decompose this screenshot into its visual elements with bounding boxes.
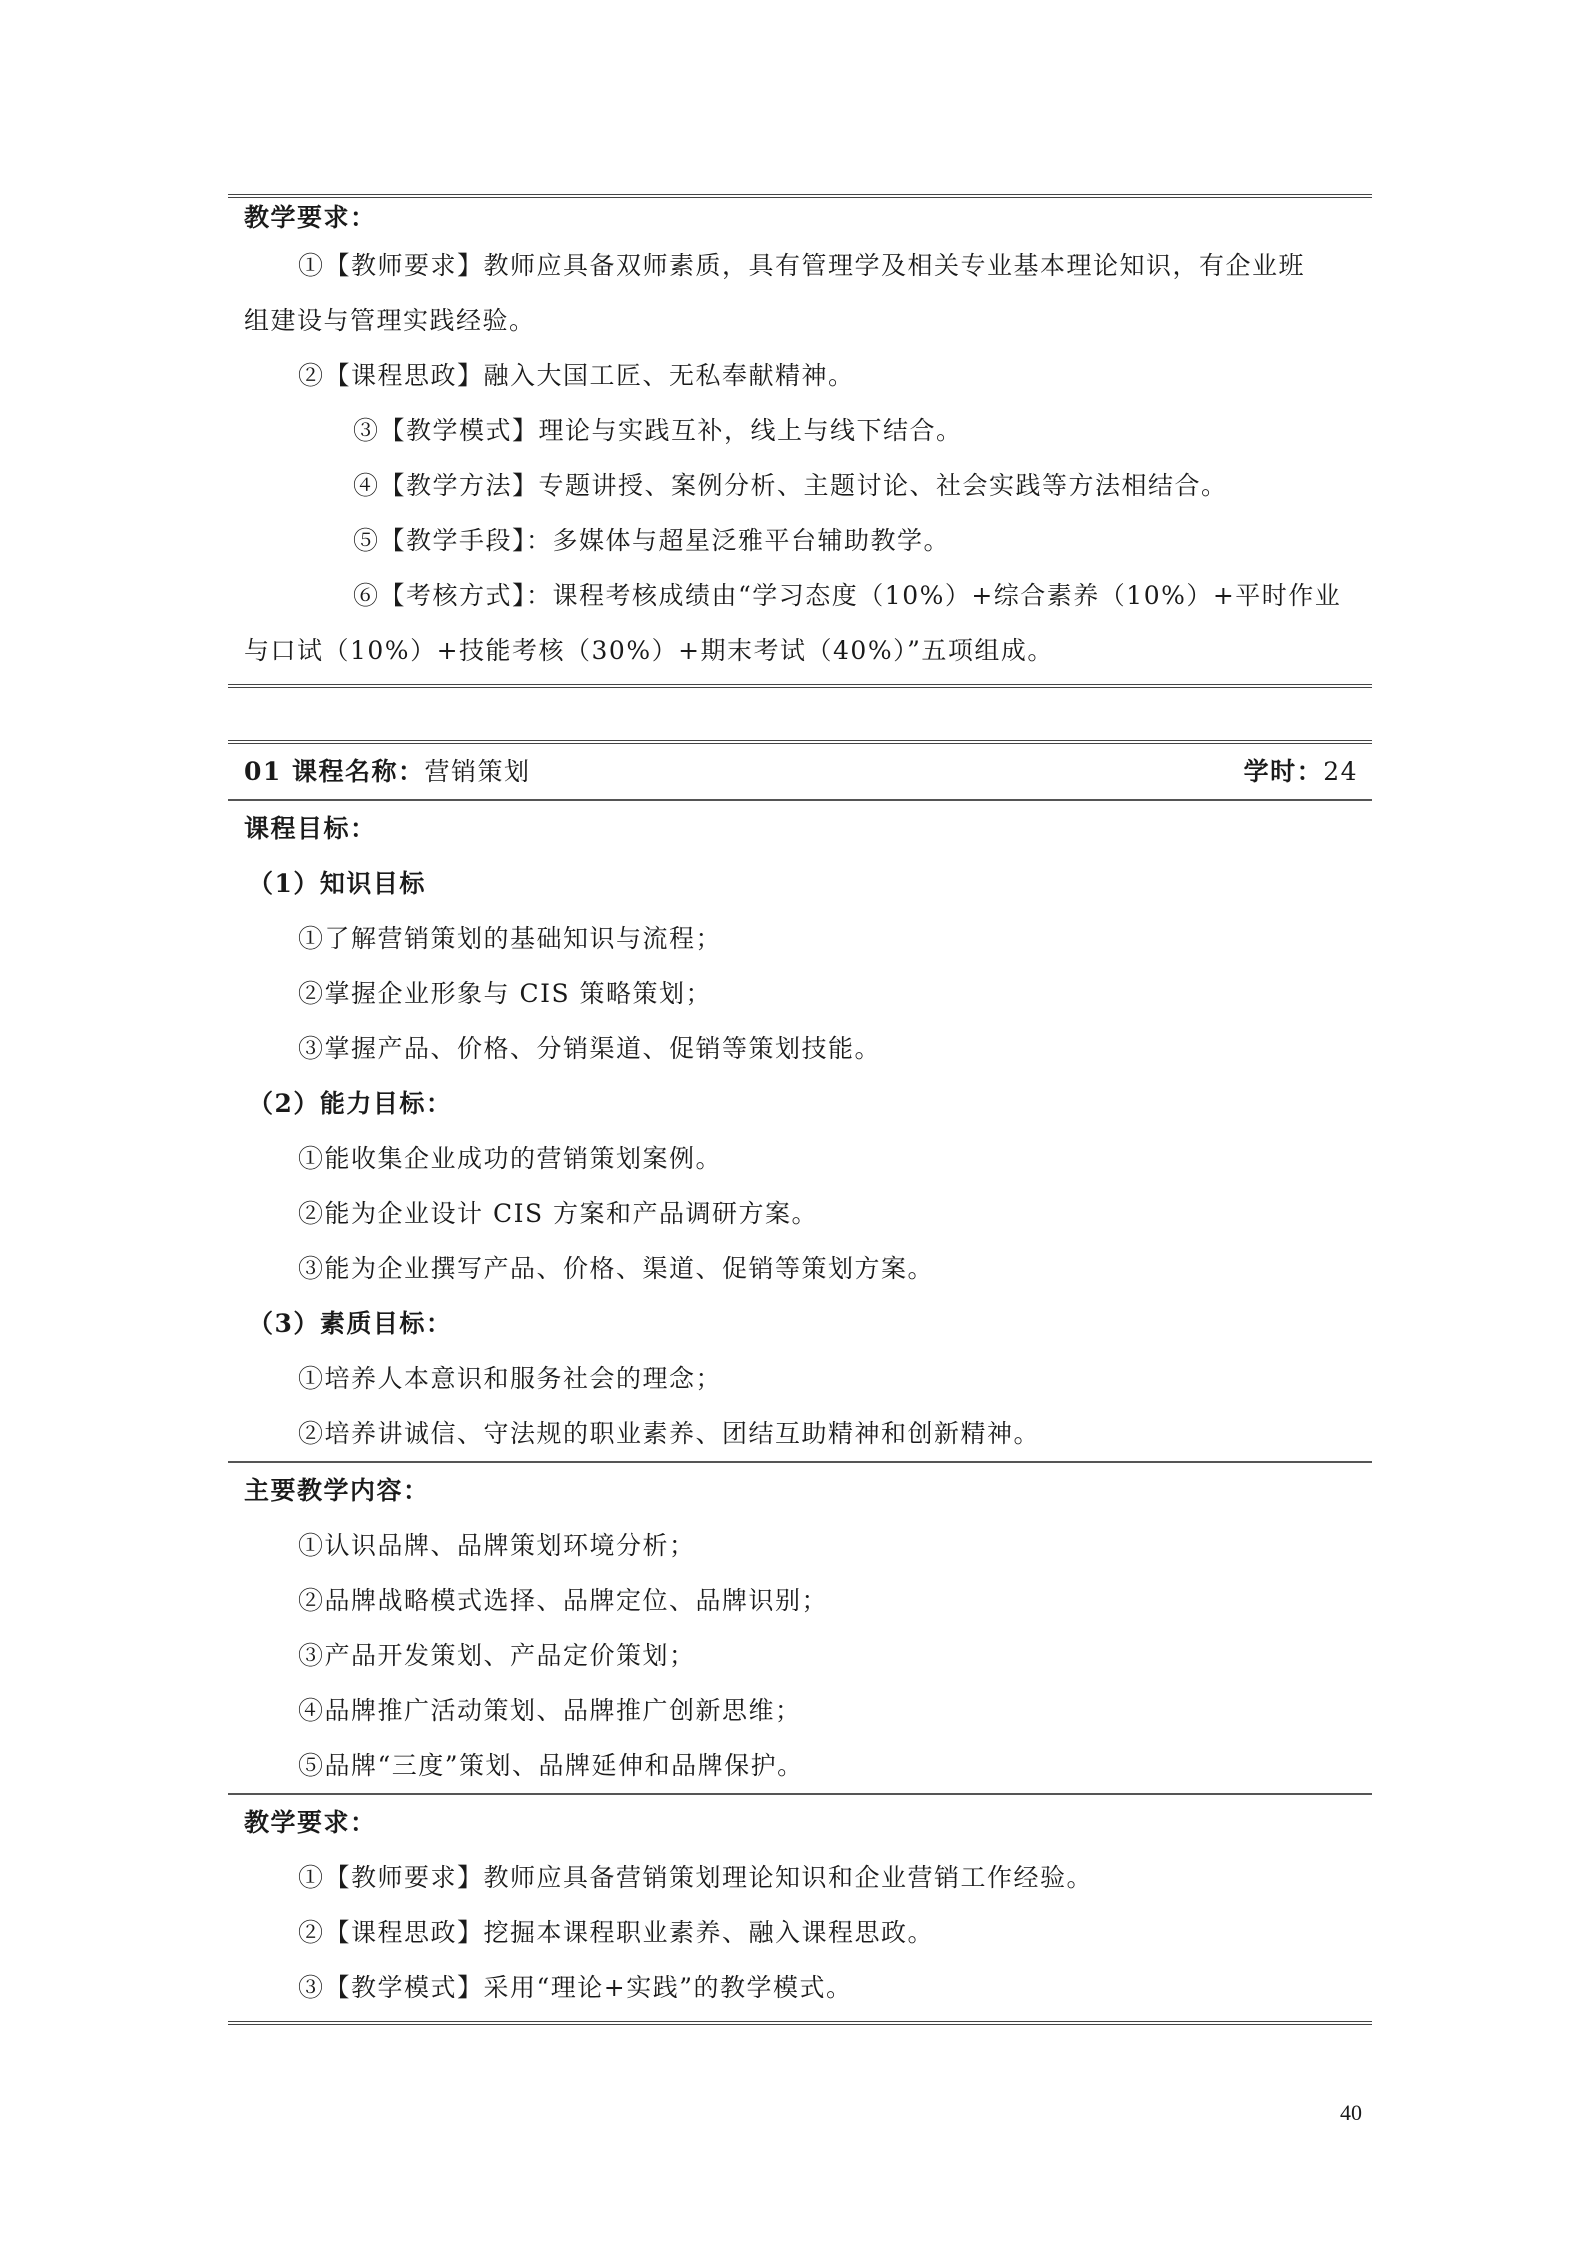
goals-title: 课程目标：	[244, 814, 377, 843]
table-bottom-rule	[228, 2021, 1372, 2025]
goal-item: ③掌握产品、价格、分销渠道、促销等策划技能。	[298, 1034, 882, 1063]
table-bottom-rule	[228, 684, 1372, 688]
requirements-title: 教学要求：	[244, 1808, 377, 1837]
course-header-row	[228, 744, 1372, 799]
content-item: ③产品开发策划、产品定价策划；	[298, 1641, 696, 1670]
section-title: 教学要求：	[244, 203, 377, 232]
requirement-item: ①【教师要求】教师应具备双师素质，具有管理学及相关专业基本理论知识，有企业班	[298, 251, 1306, 280]
requirement-item: ④【教学方法】专题讲授、案例分析、主题讨论、社会实践等方法相结合。	[353, 471, 1228, 500]
requirement-item: 与口试（10%）+技能考核（30%）+期末考试（40%）”五项组成。	[244, 636, 1054, 665]
course-name: 01 课程名称：营销策划	[244, 757, 531, 786]
content-item: ⑤品牌“三度”策划、品牌延伸和品牌保护。	[298, 1751, 804, 1780]
quality-title: （3）素质目标：	[248, 1309, 453, 1338]
goal-item: ②培养讲诚信、守法规的职业素养、团结互助精神和创新精神。	[298, 1419, 1041, 1448]
content-item: ④品牌推广活动策划、品牌推广创新思维；	[298, 1696, 802, 1725]
page-number: 40	[1340, 2100, 1362, 2125]
goal-item: ③能为企业撰写产品、价格、渠道、促销等策划方案。	[298, 1254, 935, 1283]
teaching-requirements-block	[228, 194, 1372, 688]
requirement-item: ③【教学模式】理论与实践互补，线上与线下结合。	[353, 416, 963, 445]
requirement-item: ②【课程思政】融入大国工匠、无私奉献精神。	[298, 361, 855, 390]
goal-item: ②能为企业设计 CIS 方案和产品调研方案。	[298, 1199, 819, 1228]
requirement-item: ⑥【考核方式】：课程考核成绩由“学习态度（10%）+综合素养（10%）+平时作业	[353, 581, 1342, 610]
course-table	[228, 740, 1372, 2025]
requirement-item: ③【教学模式】采用“理论+实践”的教学模式。	[298, 1973, 853, 2002]
course-hours: 学时：24	[1243, 757, 1358, 786]
goal-item: ①培养人本意识和服务社会的理念；	[298, 1364, 723, 1393]
requirement-item: ①【教师要求】教师应具备营销策划理论知识和企业营销工作经验。	[298, 1863, 1094, 1892]
goal-item: ①能收集企业成功的营销策划案例。	[298, 1144, 723, 1173]
goal-item: ①了解营销策划的基础知识与流程；	[298, 924, 723, 953]
requirement-item: 组建设与管理实践经验。	[244, 306, 536, 335]
requirement-item: ②【课程思政】挖掘本课程职业素养、融入课程思政。	[298, 1918, 935, 1947]
knowledge-title: （1）知识目标	[248, 869, 426, 898]
content-item: ②品牌战略模式选择、品牌定位、品牌识别；	[298, 1586, 829, 1615]
goal-item: ②掌握企业形象与 CIS 策略策划；	[298, 979, 713, 1008]
content-item: ①认识品牌、品牌策划环境分析；	[298, 1531, 696, 1560]
ability-title: （2）能力目标：	[248, 1089, 453, 1118]
content-title: 主要教学内容：	[244, 1476, 430, 1505]
requirement-item: ⑤【教学手段】：多媒体与超星泛雅平台辅助教学。	[353, 526, 951, 555]
